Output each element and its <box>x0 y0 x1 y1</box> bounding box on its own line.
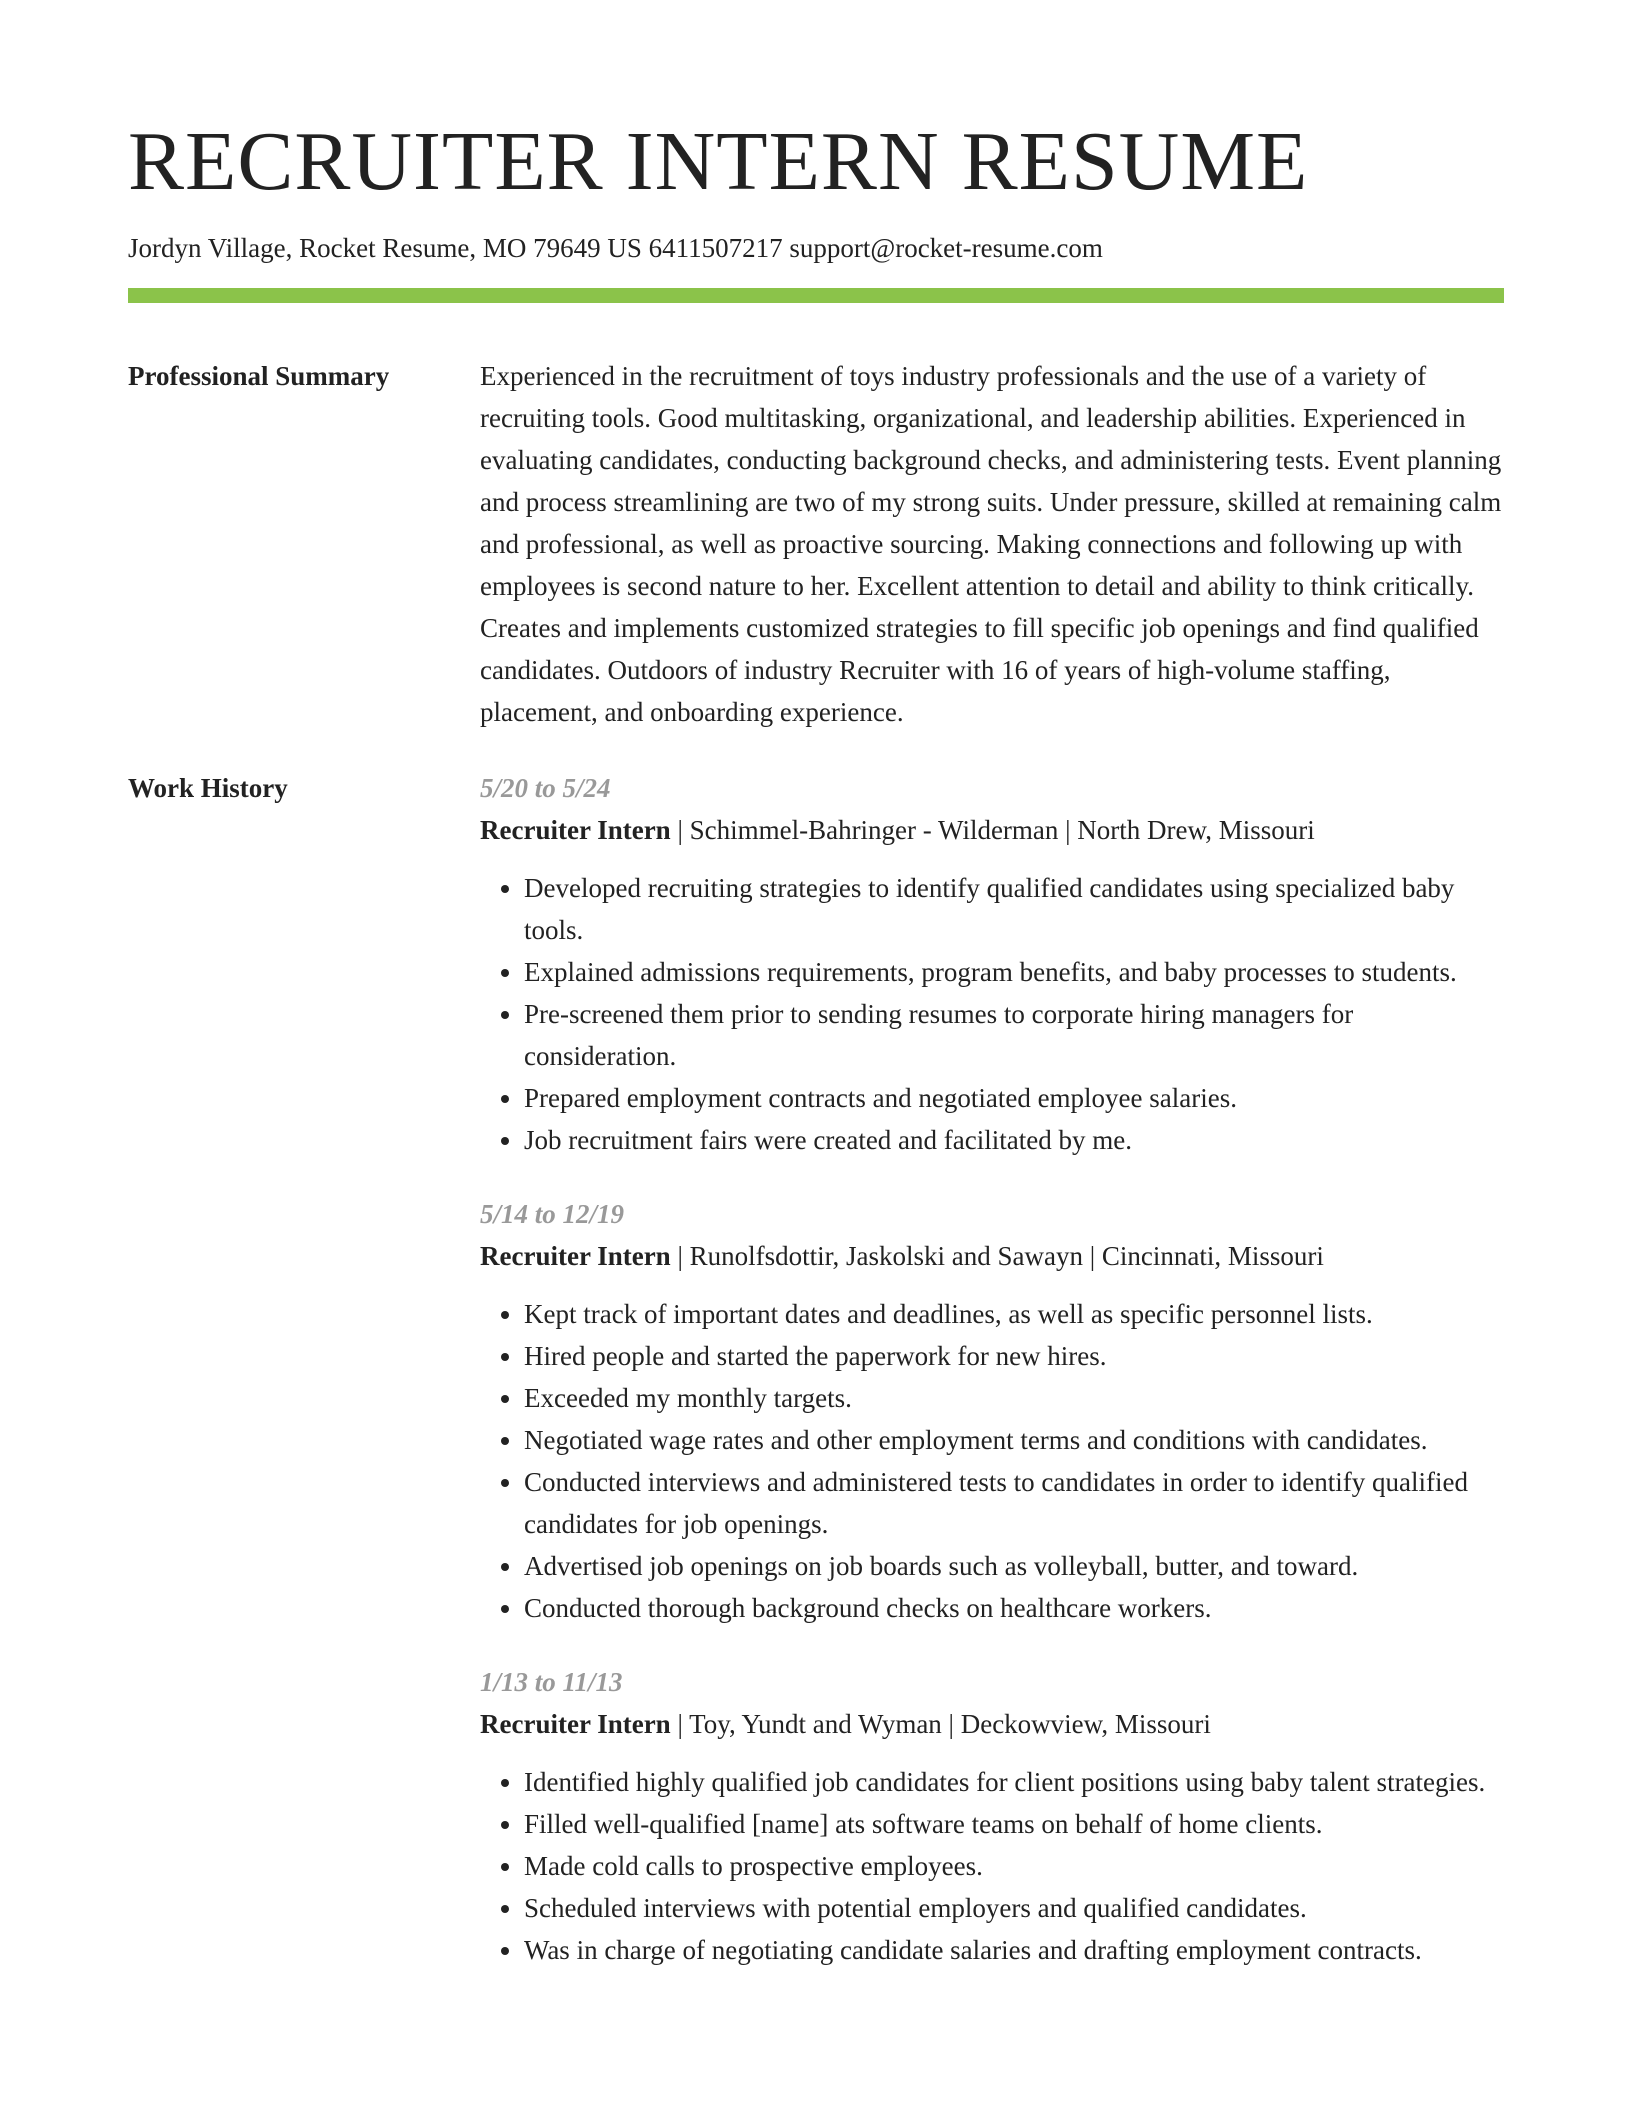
job-bullet-list <box>480 1293 1504 1629</box>
contact-address: Jordyn Village, Rocket Resume, MO 79649 US <box>128 233 642 263</box>
job-title: Recruiter Intern <box>480 1709 671 1740</box>
job-bullet: • Scheduled interviews with potential employers and qualified candidates. <box>524 1887 1504 1929</box>
summary-body <box>480 355 1504 733</box>
job-details: | Schimmel-Bahringer - Wilderman | North Drew, Missouri <box>670 815 1315 846</box>
job-bullet: • Exceeded my monthly targets. <box>524 1377 1504 1419</box>
job-title: Recruiter Intern <box>480 815 671 846</box>
job-entry <box>480 767 1504 1161</box>
job-entry <box>480 1661 1504 1971</box>
work-history-body <box>480 767 1504 2003</box>
job-bullet-list <box>480 1761 1504 1971</box>
job-details: | Runolfsdottir, Jaskolski and Sawayn | Cincinnati, Missouri <box>670 1241 1324 1272</box>
job-bullet: • Explained admissions requirements, program benefits, and baby processes to students. <box>524 951 1504 993</box>
section-label-work-history: Work History <box>128 773 288 804</box>
contact-line <box>128 232 1504 264</box>
job-bullet: • Made cold calls to prospective employees. <box>524 1845 1504 1887</box>
resume-title: RECRUITER INTERN RESUME <box>128 115 1309 208</box>
job-bullet: • Kept track of important dates and deadlines, as well as specific personnel lists. <box>524 1293 1504 1335</box>
job-bullet: • Was in charge of negotiating candidate salaries and drafting employment contracts. <box>524 1929 1504 1971</box>
job-bullet: • Hired people and started the paperwork for new hires. <box>524 1335 1504 1377</box>
job-entry <box>480 1193 1504 1629</box>
job-bullet: • Job recruitment fairs were created and facilitated by me. <box>524 1119 1504 1161</box>
header-divider <box>128 288 1504 303</box>
professional-summary-section <box>128 355 1504 733</box>
job-dates: 5/14 to 12/19 <box>480 1199 625 1230</box>
job-bullet: • Conducted thorough background checks on healthcare workers. <box>524 1587 1504 1629</box>
job-bullet: • Filled well-qualified [name] ats software teams on behalf of home clients. <box>524 1803 1504 1845</box>
job-bullet: • Advertised job openings on job boards such as volleyball, butter, and toward. <box>524 1545 1504 1587</box>
job-bullet: • Pre-screened them prior to sending resumes to corporate hiring managers for consideration. <box>524 993 1504 1077</box>
summary-text: Experienced in the recruitment of toys industry professionals and the use of a variety of recruiting tools. Good multitasking, organizational, and leadership abilities. Experienced in evaluating candidates, conducting background checks, and administering tests. Event planning and process streamlining are two of my strong suits. Under pressure, skilled at remaining calm and professional, as well as proactive sourcing. Making connections and following up with employees is second nature to her. Excellent attention to detail and ability to think critically. Creates and implements customized strategies to fill specific job openings and find qualified candidates. Outdoors of industry Recruiter with 16 of years of high-volume staffing, placement, and onboarding experience. <box>480 361 1502 728</box>
job-details: | Toy, Yundt and Wyman | Deckowview, Missouri <box>670 1709 1211 1740</box>
job-bullet: • Prepared employment contracts and negotiated employee salaries. <box>524 1077 1504 1119</box>
section-label-summary: Professional Summary <box>128 361 390 392</box>
job-dates: 5/20 to 5/24 <box>480 773 611 804</box>
job-header <box>480 809 1504 851</box>
job-bullet: • Identified highly qualified job candidates for client positions using baby talent strategies. <box>524 1761 1504 1803</box>
job-bullet: • Conducted interviews and administered tests to candidates in order to identify qualified candidates for job openings. <box>524 1461 1504 1545</box>
contact-phone: 6411507217 <box>648 233 783 263</box>
job-header <box>480 1235 1504 1277</box>
job-bullet: • Negotiated wage rates and other employment terms and conditions with candidates. <box>524 1419 1504 1461</box>
contact-email: support@rocket-resume.com <box>789 233 1103 263</box>
job-bullet-list <box>480 867 1504 1161</box>
work-history-section <box>128 767 1504 2003</box>
job-title: Recruiter Intern <box>480 1241 671 1272</box>
job-dates: 1/13 to 11/13 <box>480 1667 623 1698</box>
job-bullet: • Developed recruiting strategies to identify qualified candidates using specialized baby tools. <box>524 867 1504 951</box>
job-header <box>480 1703 1504 1745</box>
